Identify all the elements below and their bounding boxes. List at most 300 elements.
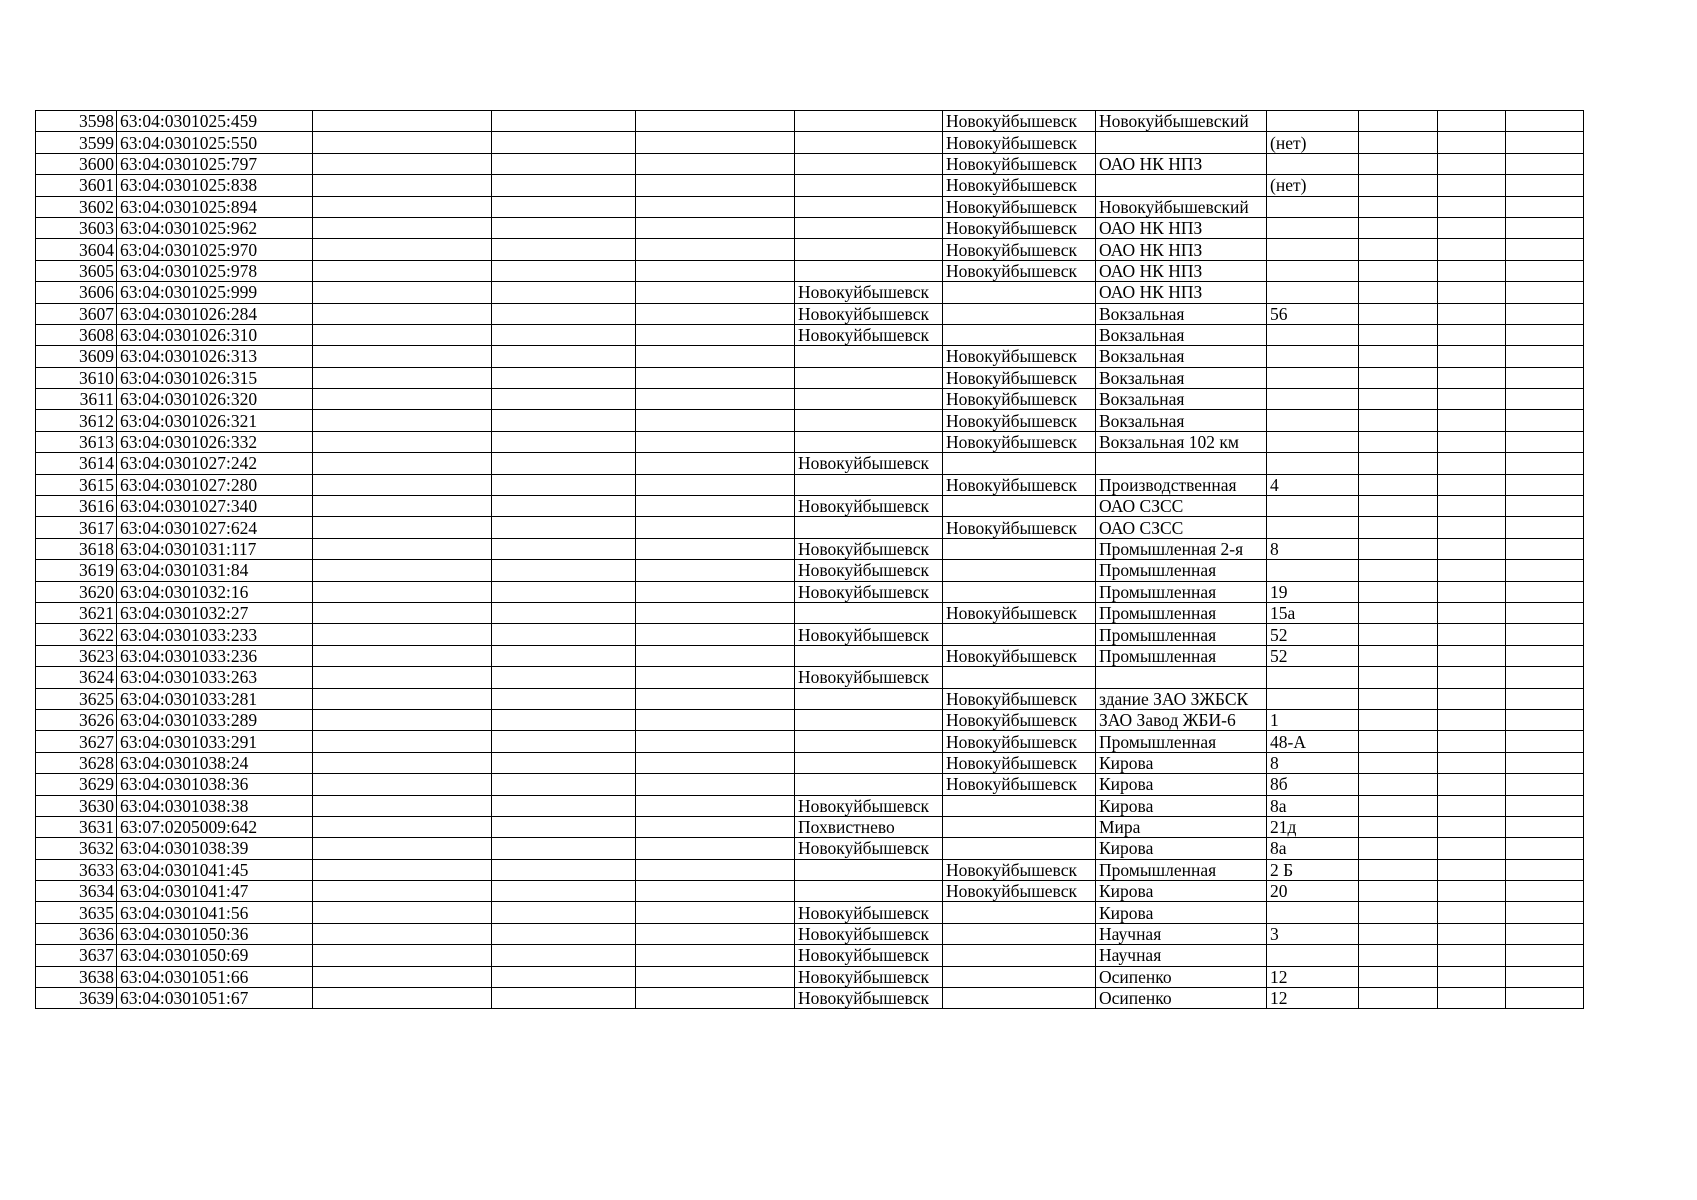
- locality-cell: Новокуйбышевск: [943, 474, 1096, 495]
- street-cell: ОАО НК НПЗ: [1096, 153, 1267, 174]
- street-cell: Новокуйбышевский: [1096, 196, 1267, 217]
- empty-cell: [1438, 175, 1506, 196]
- empty-cell: [1359, 966, 1438, 987]
- empty-cell: [1506, 774, 1584, 795]
- table-row: [36, 132, 1584, 153]
- table-row: [36, 624, 1584, 645]
- table-row: [36, 410, 1584, 431]
- house-cell: [1267, 560, 1359, 581]
- empty-cell: [1359, 410, 1438, 431]
- city-cell: [795, 859, 943, 880]
- house-cell: [1267, 453, 1359, 474]
- empty-cell: [1359, 217, 1438, 238]
- empty-cell: [636, 859, 795, 880]
- house-cell: 52: [1267, 624, 1359, 645]
- empty-cell: [1438, 367, 1506, 388]
- locality-cell: [943, 902, 1096, 923]
- table-row: [36, 239, 1584, 260]
- empty-cell: [636, 795, 795, 816]
- house-cell: 3: [1267, 923, 1359, 944]
- empty-cell: [1359, 667, 1438, 688]
- house-cell: [1267, 431, 1359, 452]
- cadastral-number-cell: 63:07:0205009:642: [117, 816, 313, 837]
- row-number-cell: 3638: [36, 966, 117, 987]
- empty-cell: [636, 389, 795, 410]
- table-row: [36, 111, 1584, 132]
- row-number-cell: 3622: [36, 624, 117, 645]
- empty-cell: [1438, 602, 1506, 623]
- cadastral-number-cell: 63:04:0301038:36: [117, 774, 313, 795]
- cadastral-number-cell: 63:04:0301032:16: [117, 581, 313, 602]
- row-number-cell: 3611: [36, 389, 117, 410]
- empty-cell: [1359, 496, 1438, 517]
- empty-cell: [1359, 282, 1438, 303]
- empty-cell: [1359, 324, 1438, 345]
- row-number-cell: 3627: [36, 731, 117, 752]
- locality-cell: [943, 453, 1096, 474]
- empty-cell: [636, 667, 795, 688]
- empty-cell: [1359, 196, 1438, 217]
- house-cell: [1267, 217, 1359, 238]
- row-number-cell: 3624: [36, 667, 117, 688]
- table-row: [36, 282, 1584, 303]
- empty-cell: [1506, 324, 1584, 345]
- empty-cell: [1506, 838, 1584, 859]
- empty-cell: [1506, 175, 1584, 196]
- locality-cell: Новокуйбышевск: [943, 602, 1096, 623]
- cadastral-number-cell: 63:04:0301026:321: [117, 410, 313, 431]
- empty-cell: [1359, 795, 1438, 816]
- city-cell: Новокуйбышевск: [795, 966, 943, 987]
- empty-cell: [492, 667, 636, 688]
- locality-cell: [943, 560, 1096, 581]
- empty-cell: [1359, 474, 1438, 495]
- house-cell: 15а: [1267, 602, 1359, 623]
- table-row: [36, 453, 1584, 474]
- city-cell: [795, 217, 943, 238]
- empty-cell: [492, 431, 636, 452]
- empty-cell: [1506, 217, 1584, 238]
- table-row: [36, 389, 1584, 410]
- empty-cell: [313, 966, 492, 987]
- street-cell: ОАО НК НПЗ: [1096, 260, 1267, 281]
- row-number-cell: 3605: [36, 260, 117, 281]
- empty-cell: [1359, 560, 1438, 581]
- row-number-cell: 3608: [36, 324, 117, 345]
- cadastral-number-cell: 63:04:0301041:56: [117, 902, 313, 923]
- street-cell: Научная: [1096, 945, 1267, 966]
- empty-cell: [636, 132, 795, 153]
- city-cell: [795, 410, 943, 431]
- house-cell: [1267, 389, 1359, 410]
- empty-cell: [313, 153, 492, 174]
- empty-cell: [492, 902, 636, 923]
- empty-cell: [1438, 581, 1506, 602]
- cadastral-number-cell: 63:04:0301025:970: [117, 239, 313, 260]
- empty-cell: [1438, 752, 1506, 773]
- empty-cell: [1506, 923, 1584, 944]
- street-cell: Кирова: [1096, 838, 1267, 859]
- empty-cell: [1506, 859, 1584, 880]
- cadastral-number-cell: 63:04:0301026:332: [117, 431, 313, 452]
- house-cell: 8: [1267, 752, 1359, 773]
- cadastral-number-cell: 63:04:0301033:263: [117, 667, 313, 688]
- row-number-cell: 3616: [36, 496, 117, 517]
- street-cell: Новокуйбышевский: [1096, 111, 1267, 132]
- street-cell: ОАО СЗСС: [1096, 496, 1267, 517]
- empty-cell: [1359, 838, 1438, 859]
- empty-cell: [492, 859, 636, 880]
- row-number-cell: 3602: [36, 196, 117, 217]
- empty-cell: [313, 367, 492, 388]
- locality-cell: [943, 324, 1096, 345]
- empty-cell: [1359, 624, 1438, 645]
- street-cell: Промышленная: [1096, 731, 1267, 752]
- locality-cell: Новокуйбышевск: [943, 752, 1096, 773]
- empty-cell: [636, 474, 795, 495]
- empty-cell: [1506, 945, 1584, 966]
- house-cell: 12: [1267, 966, 1359, 987]
- cadastral-number-cell: 63:04:0301026:320: [117, 389, 313, 410]
- empty-cell: [313, 111, 492, 132]
- city-cell: [795, 645, 943, 666]
- empty-cell: [636, 196, 795, 217]
- city-cell: Новокуйбышевск: [795, 667, 943, 688]
- house-cell: 8б: [1267, 774, 1359, 795]
- empty-cell: [1506, 795, 1584, 816]
- street-cell: Промышленная: [1096, 581, 1267, 602]
- empty-cell: [1506, 453, 1584, 474]
- empty-cell: [492, 453, 636, 474]
- empty-cell: [636, 816, 795, 837]
- empty-cell: [313, 709, 492, 730]
- city-cell: Похвистнево: [795, 816, 943, 837]
- city-cell: [795, 389, 943, 410]
- cadastral-number-cell: 63:04:0301033:281: [117, 688, 313, 709]
- street-cell: Кирова: [1096, 881, 1267, 902]
- empty-cell: [313, 667, 492, 688]
- row-number-cell: 3628: [36, 752, 117, 773]
- house-cell: [1267, 410, 1359, 431]
- empty-cell: [313, 602, 492, 623]
- empty-cell: [1506, 517, 1584, 538]
- empty-cell: [1438, 111, 1506, 132]
- cadastral-number-cell: 63:04:0301050:36: [117, 923, 313, 944]
- locality-cell: [943, 838, 1096, 859]
- street-cell: Промышленная: [1096, 560, 1267, 581]
- empty-cell: [1438, 709, 1506, 730]
- locality-cell: [943, 945, 1096, 966]
- city-cell: [795, 196, 943, 217]
- row-number-cell: 3618: [36, 538, 117, 559]
- house-cell: 21д: [1267, 816, 1359, 837]
- cadastral-number-cell: 63:04:0301033:291: [117, 731, 313, 752]
- empty-cell: [636, 923, 795, 944]
- table-row: [36, 260, 1584, 281]
- locality-cell: Новокуйбышевск: [943, 111, 1096, 132]
- house-cell: [1267, 688, 1359, 709]
- table-row: [36, 581, 1584, 602]
- street-cell: [1096, 175, 1267, 196]
- cadastral-number-cell: 63:04:0301026:315: [117, 367, 313, 388]
- street-cell: Кирова: [1096, 752, 1267, 773]
- city-cell: [795, 111, 943, 132]
- house-cell: 8: [1267, 538, 1359, 559]
- empty-cell: [1506, 538, 1584, 559]
- empty-cell: [313, 838, 492, 859]
- row-number-cell: 3604: [36, 239, 117, 260]
- locality-cell: [943, 282, 1096, 303]
- table-row: [36, 324, 1584, 345]
- empty-cell: [1438, 560, 1506, 581]
- empty-cell: [1359, 303, 1438, 324]
- house-cell: [1267, 367, 1359, 388]
- table-row: [36, 560, 1584, 581]
- empty-cell: [313, 431, 492, 452]
- empty-cell: [1506, 474, 1584, 495]
- empty-cell: [1438, 731, 1506, 752]
- table-row: [36, 923, 1584, 944]
- house-cell: 12: [1267, 988, 1359, 1009]
- empty-cell: [313, 389, 492, 410]
- empty-cell: [1506, 602, 1584, 623]
- row-number-cell: 3625: [36, 688, 117, 709]
- empty-cell: [636, 752, 795, 773]
- empty-cell: [1506, 239, 1584, 260]
- locality-cell: [943, 795, 1096, 816]
- house-cell: 8а: [1267, 795, 1359, 816]
- locality-cell: [943, 581, 1096, 602]
- empty-cell: [1359, 988, 1438, 1009]
- city-cell: [795, 709, 943, 730]
- locality-cell: [943, 667, 1096, 688]
- locality-cell: [943, 966, 1096, 987]
- table-row: [36, 153, 1584, 174]
- empty-cell: [313, 923, 492, 944]
- city-cell: [795, 474, 943, 495]
- empty-cell: [1438, 282, 1506, 303]
- house-cell: 8а: [1267, 838, 1359, 859]
- row-number-cell: 3600: [36, 153, 117, 174]
- empty-cell: [492, 752, 636, 773]
- locality-cell: Новокуйбышевск: [943, 260, 1096, 281]
- house-cell: 52: [1267, 645, 1359, 666]
- empty-cell: [1359, 111, 1438, 132]
- empty-cell: [313, 645, 492, 666]
- city-cell: [795, 752, 943, 773]
- empty-cell: [1438, 239, 1506, 260]
- empty-cell: [1506, 560, 1584, 581]
- street-cell: здание ЗАО ЗЖБСК: [1096, 688, 1267, 709]
- street-cell: Промышленная: [1096, 602, 1267, 623]
- cadastral-number-cell: 63:04:0301026:310: [117, 324, 313, 345]
- empty-cell: [1359, 538, 1438, 559]
- empty-cell: [1438, 902, 1506, 923]
- table-row: [36, 217, 1584, 238]
- city-cell: [795, 132, 943, 153]
- locality-cell: [943, 538, 1096, 559]
- empty-cell: [1506, 624, 1584, 645]
- empty-cell: [313, 346, 492, 367]
- street-cell: ОАО СЗСС: [1096, 517, 1267, 538]
- empty-cell: [1359, 389, 1438, 410]
- empty-cell: [1359, 260, 1438, 281]
- street-cell: Вокзальная: [1096, 324, 1267, 345]
- table-row: [36, 988, 1584, 1009]
- locality-cell: Новокуйбышевск: [943, 153, 1096, 174]
- empty-cell: [492, 966, 636, 987]
- table-row: [36, 667, 1584, 688]
- table-row: [36, 346, 1584, 367]
- locality-cell: Новокуйбышевск: [943, 132, 1096, 153]
- row-number-cell: 3631: [36, 816, 117, 837]
- empty-cell: [1438, 988, 1506, 1009]
- street-cell: [1096, 132, 1267, 153]
- empty-cell: [492, 111, 636, 132]
- house-cell: [1267, 346, 1359, 367]
- row-number-cell: 3615: [36, 474, 117, 495]
- empty-cell: [636, 217, 795, 238]
- empty-cell: [1506, 709, 1584, 730]
- table-row: [36, 303, 1584, 324]
- row-number-cell: 3630: [36, 795, 117, 816]
- locality-cell: Новокуйбышевск: [943, 196, 1096, 217]
- city-cell: [795, 346, 943, 367]
- table-row: [36, 196, 1584, 217]
- empty-cell: [1506, 431, 1584, 452]
- street-cell: Производственная: [1096, 474, 1267, 495]
- empty-cell: [1359, 132, 1438, 153]
- empty-cell: [1438, 303, 1506, 324]
- empty-cell: [1438, 474, 1506, 495]
- locality-cell: Новокуйбышевск: [943, 731, 1096, 752]
- cadastral-number-cell: 63:04:0301027:280: [117, 474, 313, 495]
- cadastral-number-cell: 63:04:0301051:67: [117, 988, 313, 1009]
- table-row: [36, 795, 1584, 816]
- empty-cell: [492, 560, 636, 581]
- empty-cell: [1359, 859, 1438, 880]
- empty-cell: [492, 881, 636, 902]
- cadastral-number-cell: 63:04:0301027:624: [117, 517, 313, 538]
- cadastral-number-cell: 63:04:0301041:47: [117, 881, 313, 902]
- empty-cell: [1359, 517, 1438, 538]
- house-cell: [1267, 902, 1359, 923]
- empty-cell: [636, 517, 795, 538]
- empty-cell: [1438, 217, 1506, 238]
- locality-cell: Новокуйбышевск: [943, 688, 1096, 709]
- house-cell: [1267, 260, 1359, 281]
- empty-cell: [313, 624, 492, 645]
- cadastral-number-cell: 63:04:0301038:24: [117, 752, 313, 773]
- empty-cell: [636, 945, 795, 966]
- street-cell: Кирова: [1096, 795, 1267, 816]
- row-number-cell: 3623: [36, 645, 117, 666]
- house-cell: [1267, 324, 1359, 345]
- row-number-cell: 3620: [36, 581, 117, 602]
- cadastral-number-cell: 63:04:0301025:797: [117, 153, 313, 174]
- street-cell: Вокзальная: [1096, 367, 1267, 388]
- empty-cell: [492, 410, 636, 431]
- empty-cell: [492, 474, 636, 495]
- empty-cell: [1438, 645, 1506, 666]
- empty-cell: [1359, 688, 1438, 709]
- empty-cell: [1438, 132, 1506, 153]
- empty-cell: [313, 517, 492, 538]
- table-row: [36, 881, 1584, 902]
- house-cell: [1267, 517, 1359, 538]
- empty-cell: [1506, 752, 1584, 773]
- city-cell: [795, 239, 943, 260]
- empty-cell: [313, 881, 492, 902]
- empty-cell: [1506, 282, 1584, 303]
- empty-cell: [1438, 667, 1506, 688]
- empty-cell: [636, 367, 795, 388]
- house-cell: [1267, 111, 1359, 132]
- empty-cell: [492, 774, 636, 795]
- house-cell: 56: [1267, 303, 1359, 324]
- table-row: [36, 774, 1584, 795]
- empty-cell: [492, 795, 636, 816]
- locality-cell: Новокуйбышевск: [943, 410, 1096, 431]
- street-cell: Вокзальная 102 км: [1096, 431, 1267, 452]
- empty-cell: [1438, 816, 1506, 837]
- city-cell: Новокуйбышевск: [795, 923, 943, 944]
- empty-cell: [1359, 153, 1438, 174]
- empty-cell: [1506, 966, 1584, 987]
- row-number-cell: 3601: [36, 175, 117, 196]
- table-row: [36, 752, 1584, 773]
- empty-cell: [1506, 367, 1584, 388]
- city-cell: Новокуйбышевск: [795, 560, 943, 581]
- cadastral-number-cell: 63:04:0301025:999: [117, 282, 313, 303]
- empty-cell: [492, 988, 636, 1009]
- empty-cell: [492, 389, 636, 410]
- empty-cell: [492, 282, 636, 303]
- empty-cell: [1506, 688, 1584, 709]
- house-cell: 1: [1267, 709, 1359, 730]
- empty-cell: [313, 774, 492, 795]
- empty-cell: [492, 709, 636, 730]
- city-cell: Новокуйбышевск: [795, 496, 943, 517]
- empty-cell: [1506, 645, 1584, 666]
- city-cell: Новокуйбышевск: [795, 988, 943, 1009]
- city-cell: [795, 431, 943, 452]
- city-cell: Новокуйбышевск: [795, 538, 943, 559]
- locality-cell: Новокуйбышевск: [943, 859, 1096, 880]
- cadastral-number-cell: 63:04:0301050:69: [117, 945, 313, 966]
- empty-cell: [492, 624, 636, 645]
- empty-cell: [636, 645, 795, 666]
- empty-cell: [636, 346, 795, 367]
- cadastral-number-cell: 63:04:0301025:978: [117, 260, 313, 281]
- empty-cell: [492, 538, 636, 559]
- street-cell: Кирова: [1096, 774, 1267, 795]
- house-cell: 2 Б: [1267, 859, 1359, 880]
- cadastral-number-cell: 63:04:0301033:289: [117, 709, 313, 730]
- empty-cell: [636, 431, 795, 452]
- table-row: [36, 731, 1584, 752]
- empty-cell: [1506, 667, 1584, 688]
- empty-cell: [636, 774, 795, 795]
- city-cell: Новокуйбышевск: [795, 838, 943, 859]
- empty-cell: [1438, 196, 1506, 217]
- empty-cell: [1506, 881, 1584, 902]
- city-cell: Новокуйбышевск: [795, 902, 943, 923]
- empty-cell: [1506, 988, 1584, 1009]
- empty-cell: [1359, 923, 1438, 944]
- row-number-cell: 3619: [36, 560, 117, 581]
- empty-cell: [313, 945, 492, 966]
